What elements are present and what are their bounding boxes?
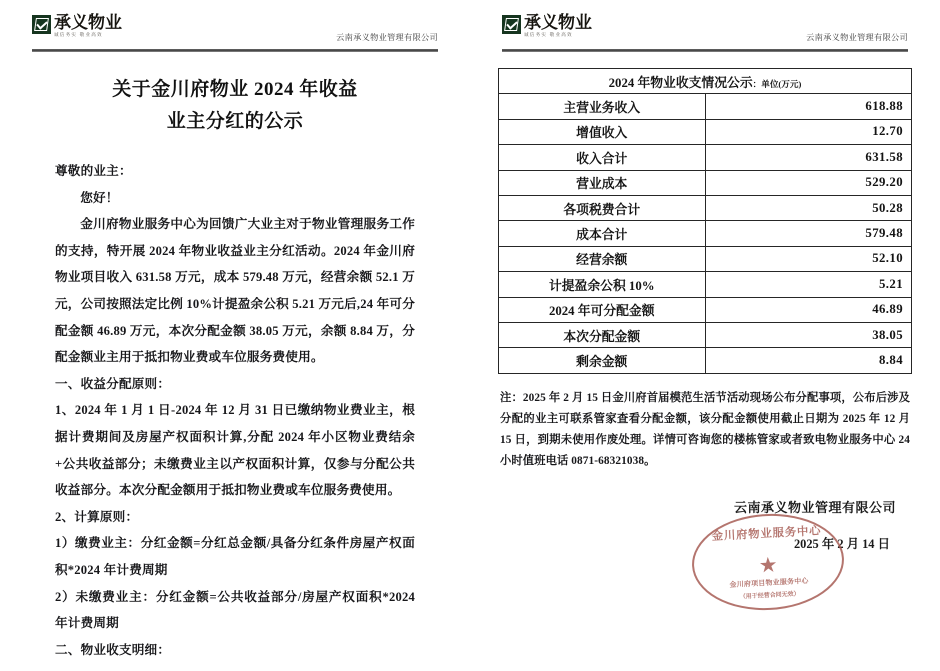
table-row: [499, 221, 912, 246]
logo-company-name: 承义物业: [524, 13, 592, 32]
company-logo: [32, 14, 122, 38]
salutation: 尊敬的业主：: [55, 164, 132, 178]
row-value: 5.21: [705, 272, 912, 297]
row-value: 529.20: [705, 170, 912, 195]
row-label: 收入合计: [499, 145, 706, 170]
document-page-right: [470, 0, 940, 671]
financial-table-wrapper: [498, 68, 912, 374]
seal-bottom-text: 金川府项目物业服务中心: [729, 576, 809, 590]
row-label: 经营余额: [499, 246, 706, 271]
row-label: 剩余金额: [499, 348, 706, 373]
page-title: [58, 74, 412, 138]
table-unit-text: ：单位(万元): [752, 78, 802, 89]
page-title-line-2: 业主分红的公示: [166, 111, 304, 132]
formula-unpaid-owner: 2）未缴费业主：分红金额=公共收益部分/房屋产权面积*2024 年计费周期: [55, 589, 415, 631]
table-row: [499, 272, 912, 297]
table-row: [499, 246, 912, 271]
row-label: 计提盈余公积 10%: [499, 272, 706, 297]
signature-company: 云南承义物业管理有限公司: [733, 500, 896, 515]
row-value: 50.28: [705, 195, 912, 220]
table-row: [499, 94, 912, 119]
section-heading-one: 一、收益分配原则：: [55, 376, 171, 391]
table-row: [499, 119, 912, 144]
company-logo: [502, 14, 592, 38]
financial-table: [498, 68, 912, 374]
distribution-rule-1: 1、2024 年 1 月 1 日-2024 年 12 月 31 日已缴纳物业费业主，根据计费期间及房屋产权面积计算,分配 2024 年小区物业费结余+公共收益部分；未缴费业主以产权面积计算，仅参与分配公共收益部分。本次分配金额用于抵扣物业费或车位服务费使用。: [55, 403, 415, 498]
row-value: 12.70: [705, 119, 912, 144]
row-value: 618.88: [705, 94, 912, 119]
letterhead-left: [32, 14, 438, 48]
row-value: 46.89: [705, 297, 912, 322]
row-value: 631.58: [705, 145, 912, 170]
seal-top-text: 金川府物业服务中心: [711, 525, 822, 543]
table-row: [499, 170, 912, 195]
greeting: 您好！: [80, 190, 119, 205]
intro-paragraph: 金川府物业服务中心为回馈广大业主对于物业管理服务工作的支持，特开展 2024 年物业收益业主分红活动。2024 年金川府物业项目收入 631.58 万元，成本 579.48 万元，经营余额 52.1 万元，公司按照法定比例 10%计提盈余公积 5.21 万元后,24 年可分配金额 46.89 万元，本次分配金额 38.05 万元，余额 8.84 万，分配金额业主用于抵扣物业费或车位服务费使用。: [55, 217, 415, 365]
table-row: [499, 322, 912, 347]
document-body: [55, 158, 415, 663]
row-value: 38.05: [705, 322, 912, 347]
logo-slogan: 诚信务实 敬业高效: [54, 32, 103, 37]
row-label: 成本合计: [499, 221, 706, 246]
row-label: 2024 年可分配金额: [499, 297, 706, 322]
logo-text: [54, 14, 122, 38]
row-label: 增值收入: [499, 119, 706, 144]
logo-mark-icon: [32, 15, 51, 34]
row-value: 579.48: [705, 221, 912, 246]
row-label: 营业成本: [499, 170, 706, 195]
table-row: [499, 145, 912, 170]
row-label: 主营业务收入: [499, 94, 706, 119]
seal-sub-text: （用于经营合同无效）: [739, 591, 800, 601]
table-row: [499, 297, 912, 322]
company-seal-icon: [690, 510, 847, 614]
logo-mark-icon: [502, 15, 521, 34]
row-label: 本次分配金额: [499, 322, 706, 347]
letterhead-company-name: 云南承义物业管理有限公司: [336, 33, 438, 42]
letterhead-right: [502, 14, 908, 48]
table-footnote: 注：2025 年 2 月 15 日金川府首届模范生活节活动现场公布分配事项，公布后涉及分配的业主可联系管家查看分配金额，该分配金额使用截止日期为 2025 年 12 月 15 日，到期未使用作废处理。详情可咨询您的楼栋管家或者致电物业服务中心 24 小时值班电话 0871-68321038。: [500, 391, 910, 467]
formula-paid-owner: 1）缴费业主：分红金额=分红总金额/具备分红条件房屋产权面积*2024 年计费周期: [55, 536, 415, 577]
row-value: 52.10: [705, 246, 912, 271]
seal-star-icon: ★: [758, 552, 779, 578]
table-title-cell: [499, 69, 912, 94]
table-title-row: [499, 69, 912, 94]
row-label: 各项税费合计: [499, 195, 706, 220]
logo-slogan: 诚信务实 敬业高效: [524, 32, 573, 37]
section-heading-two: 二、物业收支明细：: [55, 642, 171, 657]
letterhead-divider: [502, 49, 908, 52]
row-value: 8.84: [705, 348, 912, 373]
letterhead-company-name: 云南承义物业管理有限公司: [806, 33, 908, 42]
logo-text: [524, 14, 592, 38]
page-title-line-1: 关于金川府物业 2024 年收益: [112, 79, 358, 100]
distribution-rule-2: 2、计算原则：: [55, 509, 139, 524]
table-row: [499, 348, 912, 373]
table-row: [499, 195, 912, 220]
signature-date: 2025 年 2 月 14 日: [793, 537, 890, 551]
table-title-text: 2024 年物业收支情况公示: [608, 75, 753, 90]
logo-company-name: 承义物业: [54, 13, 122, 32]
letterhead-divider: [32, 49, 438, 52]
signature-block: [646, 498, 896, 601]
